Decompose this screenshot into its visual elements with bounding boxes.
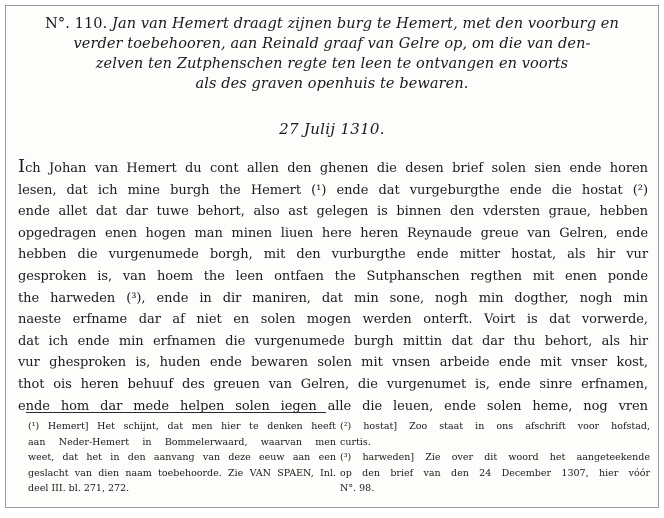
body-line: Ich Johan van Hemert du cont allen den ghenen die desen brief solen sien ende horen [18,156,648,177]
footnote-line: weet, dat het in den aanvang van deze eeuw aan een [28,452,336,464]
charter-number: N°. 110. [45,16,108,32]
charter-body [18,156,648,417]
body-line: thot ois heren behuuf des greuen van Gelren, die vurgenumet is, ende sinre erfnamen, [18,376,648,392]
heading-text: Jan van Hemert draagt zijnen burg te Hemert, met den voorburg en [112,16,619,32]
footnotes-left [28,419,336,497]
document-page [5,5,659,508]
body-line: vur ghesproken is, huden ende bewaren solen mit vnsen arbeide ende mit vnser kost, [18,355,648,371]
footnote-divider [26,412,326,413]
footnote-line: deel III. bl. 271, 272. [28,483,130,495]
heading-line: als des graven openhuis te bewaren. [195,76,469,92]
body-line: naeste erfname dar af niet en solen mogen werden onterft. Voirt is dat vorwerde, [18,312,648,328]
body-line: lesen, dat ich mine burgh the Hemert (¹) ende dat vurgeburgthe ende die hostat (²) [18,182,648,198]
body-line: ende hom dar mede helpen solen iegen alle die leuen, ende solen heme, nog vren [18,398,648,414]
footnote-line: N°. 98. [340,483,375,495]
footnote-line: curtis. [340,436,371,448]
body-line: hebben die vurgenumede borgh, mit den vurburgthe ende mitter hostat, als hir vur [18,247,648,263]
footnote-line: geslacht van dien naam toebehoorde. Zie VAN SPAEN, Inl. [28,467,336,479]
footnote-line: (²) hostat] Zoo staat in ons afschrift voor hofstad, [340,421,650,432]
heading-line: zelven ten Zutphenschen regte ten leen te ontvangen en voorts [95,56,569,72]
body-line: ende allet dat dar tuwe behort, also ast gelegen is binnen den vdersten graue, hebben [18,204,648,220]
footnote-line: (¹) Hemert] Het schijnt, dat men hier te denken heeft [28,421,336,432]
heading-line: verder toebehooren, aan Reinald graaf van Gelre op, om die van den- [73,36,591,52]
heading-line [6,14,658,34]
charter-heading [6,14,658,94]
body-line: gesproken is, van hoem the leen ontfaen the Sutphanschen regthen mit enen ponde [18,268,648,284]
charter-date: 27 Julij 1310. [279,120,385,138]
footnote-line: aan Neder-Hemert in Bommelerwaard, waarvan men [28,436,336,448]
body-line: opgedragen enen hogen man minen liuen here heren Reynaude greue van Gelren, ende [18,225,648,241]
footnote-line: op den brief van den 24 December 1307, hier vóór [340,467,650,479]
footnote-line: (³) harweden] Zie over dit woord het aangeteekende [340,452,650,464]
body-line: dat ich ende min erfnamen die vurgenumede burgh mittin dat dar thu behort, als hir [18,333,648,349]
body-line: the harweden (³), ende in dir maniren, dat min sone, nogh min dogther, nogh min [18,290,648,306]
footnotes-right [340,419,650,497]
